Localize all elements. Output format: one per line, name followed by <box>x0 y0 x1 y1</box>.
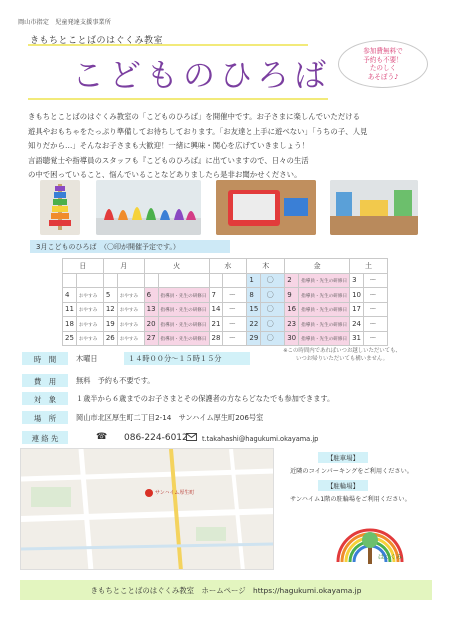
intro-paragraph <box>28 110 428 183</box>
calendar-day-number: 22 <box>247 317 261 332</box>
phone-number[interactable]: 086-224-6012 <box>124 433 188 443</box>
calendar-day-number: 20 <box>144 317 158 332</box>
calendar-day-number: 24 <box>350 317 364 332</box>
fee-label: 費 用 <box>22 374 68 387</box>
weekday-fri: 金 <box>285 259 350 274</box>
closed-dash-mark: ー <box>369 276 377 285</box>
calendar-day-mark <box>299 331 350 346</box>
drawing-board-image <box>216 180 316 235</box>
open-circle-mark: 〇 <box>266 334 274 343</box>
calendar-day-mark <box>117 288 144 303</box>
calendar-day-number: 14 <box>209 302 223 317</box>
time-note <box>262 347 422 363</box>
calendar-day-number: 30 <box>285 331 299 346</box>
calendar-day-mark <box>117 273 144 288</box>
calendar-day-number: 3 <box>350 273 364 288</box>
calendar-day-mark <box>299 273 350 288</box>
calendar-day-mark <box>364 288 388 303</box>
calendar-day-number: 27 <box>144 331 158 346</box>
fee-value: 無料 予約も不要です。 <box>76 376 155 385</box>
weekday-sun: 日 <box>63 259 104 274</box>
contact-label: 連 絡 先 <box>22 431 68 444</box>
closed-dash-mark: ー <box>369 305 377 314</box>
speech-bubble <box>338 40 428 88</box>
intro-line: きもちとことばのはぐくみ教室の「こどものひろば」を開催中です。お子さまに楽しんでいただける <box>28 112 360 121</box>
calendar-day-mark <box>223 273 247 288</box>
hagukumi-logo <box>330 512 410 570</box>
open-circle-mark: 〇 <box>266 305 274 314</box>
photo-drawing-board <box>216 180 316 235</box>
closed-dash-mark: ー <box>228 319 236 328</box>
holiday-note: おやすみ <box>119 322 139 328</box>
calendar-day-mark <box>364 331 388 346</box>
training-note: 指導員・先生の研修日 <box>160 293 207 299</box>
calendar-day-mark <box>223 302 247 317</box>
calendar-caption: 3月こどものひろば （〇印が開催予定です。） <box>30 240 230 253</box>
bells-image <box>96 180 201 235</box>
holiday-note: おやすみ <box>119 337 139 343</box>
holiday-note: おやすみ <box>78 337 98 343</box>
calendar-day-number: 26 <box>103 331 117 346</box>
closed-dash-mark: ー <box>369 334 377 343</box>
calendar-day-mark <box>364 302 388 317</box>
bubble-line: たのしく <box>369 64 397 73</box>
calendar-header-row <box>63 259 388 274</box>
calendar-day-number <box>144 273 158 288</box>
training-note: 指導員・先生の研修日 <box>301 279 348 285</box>
closed-dash-mark: ー <box>228 290 236 299</box>
bike-text: サンハイム1階の駐輪場をご利用ください。 <box>290 496 411 503</box>
email-address[interactable]: t.takahashi@hagukumi.okayama.jp <box>202 435 319 443</box>
calendar-day-number: 2 <box>285 273 299 288</box>
calendar-day-mark <box>76 302 103 317</box>
training-note: 指導員・先生の研修日 <box>301 308 348 314</box>
calendar-day-mark <box>117 302 144 317</box>
calendar-day-number: 7 <box>209 288 223 303</box>
photo-play-room <box>330 180 418 235</box>
ring-tower-image <box>40 180 80 235</box>
calendar-day-mark <box>76 317 103 332</box>
calendar-day-number: 8 <box>247 288 261 303</box>
calendar-day-mark <box>223 288 247 303</box>
photo-ring-tower <box>40 180 80 235</box>
calendar-table <box>62 258 388 346</box>
calendar-day-mark <box>223 331 247 346</box>
training-note: 指導員・先生の研修日 <box>160 322 207 328</box>
time-day: 木曜日 <box>76 354 98 363</box>
weekday-tue: 火 <box>144 259 209 274</box>
closed-dash-mark: ー <box>228 305 236 314</box>
calendar-day-mark <box>158 288 209 303</box>
photo-bells <box>96 180 201 235</box>
holiday-note: おやすみ <box>78 308 98 314</box>
calendar-day-mark <box>158 331 209 346</box>
calendar-day-number: 5 <box>103 288 117 303</box>
bike-heading: 【駐輪場】 <box>318 480 368 491</box>
calendar-day-number: 4 <box>63 288 77 303</box>
map-marker-label: サンハイム厚生町 <box>155 490 195 496</box>
calendar-day-number <box>63 273 77 288</box>
training-note: 指導員・先生の研修日 <box>301 337 348 343</box>
phone-icon: ☎ <box>96 432 108 442</box>
calendar-day-mark <box>299 302 350 317</box>
holiday-note: おやすみ <box>119 308 139 314</box>
calendar-day-mark <box>364 273 388 288</box>
intro-line: 知りだから…」そんなお子さまも大歓迎！一緒に興味・関心を広げていきましょう！ <box>28 141 309 151</box>
calendar-day-number: 25 <box>63 331 77 346</box>
weekday-wed: 水 <box>209 259 247 274</box>
calendar-day-mark <box>76 273 103 288</box>
calendar-day-number: 16 <box>285 302 299 317</box>
calendar-day-mark <box>261 302 285 317</box>
calendar-day-mark <box>76 331 103 346</box>
access-map[interactable] <box>20 448 274 570</box>
calendar-week-row <box>63 273 388 288</box>
intro-line: 言語聴覚士や指導員のスタッフも『こどものひろば』に出ていますので、日々の生活 <box>28 155 309 165</box>
calendar-day-number: 10 <box>350 288 364 303</box>
time-label: 時 間 <box>22 352 68 365</box>
calendar-day-mark <box>364 317 388 332</box>
calendar-week-row <box>63 317 388 332</box>
calendar-day-mark <box>158 302 209 317</box>
calendar-day-mark <box>223 317 247 332</box>
calendar-day-mark <box>261 273 285 288</box>
place-value: 岡山市北区厚生町二丁目2-14 サンハイム厚生町206号室 <box>76 413 264 422</box>
open-circle-mark: 〇 <box>266 319 274 328</box>
holiday-note: おやすみ <box>78 293 98 299</box>
time-hours: １４時００分～１５時１５分 <box>124 352 250 365</box>
calendar-day-number: 15 <box>247 302 261 317</box>
calendar-day-number <box>209 273 223 288</box>
closed-dash-mark: ー <box>369 319 377 328</box>
page-title: こどものひろば <box>72 56 332 94</box>
calendar-day-mark <box>261 331 285 346</box>
calendar-day-number: 17 <box>350 302 364 317</box>
calendar-day-mark <box>117 317 144 332</box>
calendar-day-number: 28 <box>209 331 223 346</box>
calendar-day-mark <box>299 317 350 332</box>
bubble-line: 参加費無料で <box>363 47 403 55</box>
calendar-day-mark <box>158 273 209 288</box>
target-value: １歳半から６歳までのお子さまとその保護者の方ならどなたでも参加できます。 <box>76 394 335 403</box>
place-label: 場 所 <box>22 411 68 424</box>
weekday-thu: 木 <box>247 259 285 274</box>
time-note-line: ※この時間内であればいつお越しいただいても、 <box>283 348 401 354</box>
map-graphic <box>21 449 274 570</box>
calendar-day-number: 12 <box>103 302 117 317</box>
footer-link[interactable]: きもちとことばのはぐくみ教室 ホームページ https://hagukumi.okayama.jp <box>20 580 432 600</box>
holiday-note: おやすみ <box>119 293 139 299</box>
calendar-day-number: 19 <box>103 317 117 332</box>
open-circle-mark: 〇 <box>266 290 274 299</box>
intro-line: 遊具やおもちゃをたっぷり準備してお待ちしております。「お友達と上手に遊べない」「うちの子、人見 <box>28 126 368 136</box>
closed-dash-mark: ー <box>228 334 236 343</box>
training-note: 指導員・先生の研修日 <box>160 337 207 343</box>
calendar-day-mark <box>158 317 209 332</box>
bubble-line: あそぼう♪ <box>367 72 399 81</box>
calendar-day-number: 29 <box>247 331 261 346</box>
time-note-line: いつお帰りいただいても構いません。 <box>296 356 388 362</box>
rainbow-tree-icon <box>330 512 410 570</box>
weekday-mon: 月 <box>103 259 144 274</box>
holiday-note: おやすみ <box>78 322 98 328</box>
parking-heading: 【駐車場】 <box>318 452 368 463</box>
calendar-day-mark <box>261 317 285 332</box>
training-note: 指導員・先生の研修日 <box>301 293 348 299</box>
play-room-image <box>330 180 418 235</box>
title-rule-bottom <box>28 98 328 100</box>
calendar-day-number: 13 <box>144 302 158 317</box>
calendar-day-number: 21 <box>209 317 223 332</box>
closed-dash-mark: ー <box>369 290 377 299</box>
calendar-day-number: 6 <box>144 288 158 303</box>
calendar-day-mark <box>76 288 103 303</box>
target-label: 対 象 <box>22 392 68 405</box>
open-circle-mark: 〇 <box>266 276 274 285</box>
calendar-day-number: 11 <box>63 302 77 317</box>
calendar-day-number: 9 <box>285 288 299 303</box>
calendar-day-mark <box>261 288 285 303</box>
school-name: きもちとことばのはぐくみ教室 <box>30 36 164 46</box>
calendar-week-row <box>63 288 388 303</box>
training-note: 指導員・先生の研修日 <box>160 308 207 314</box>
parking-text: 近隣のコインパーキングをご利用ください。 <box>290 468 413 475</box>
intro-line: の中で困っていること、悩んでいることなどありましたら是非お聞かせください。 <box>28 170 302 180</box>
org-text: 岡山市指定 児童発達支援事業所 <box>18 19 111 26</box>
bubble-line: 予約も不要！ <box>363 55 403 64</box>
calendar-day-number <box>103 273 117 288</box>
mail-icon <box>186 433 197 441</box>
calendar-day-mark <box>299 288 350 303</box>
calendar-day-number: 31 <box>350 331 364 346</box>
calendar-day-number: 23 <box>285 317 299 332</box>
mail-icon-shape <box>187 434 196 440</box>
logo-text: はぐくみ <box>378 554 403 561</box>
training-note: 指導員・先生の研修日 <box>301 322 348 328</box>
calendar-day-number: 18 <box>63 317 77 332</box>
calendar-week-row <box>63 302 388 317</box>
calendar-day-mark <box>117 331 144 346</box>
calendar-day-number: 1 <box>247 273 261 288</box>
calendar-week-row <box>63 331 388 346</box>
weekday-sat: 土 <box>350 259 388 274</box>
